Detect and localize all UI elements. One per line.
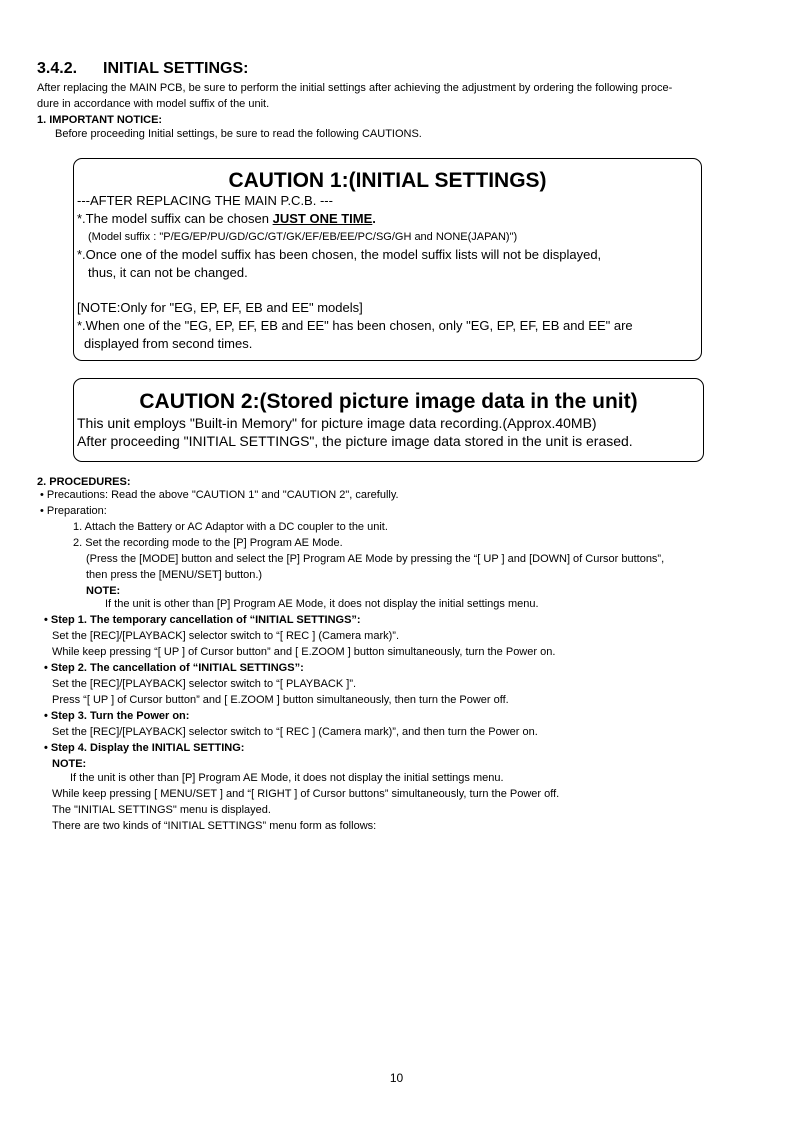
- step-2-line-2: Press “[ UP ] of Cursor button” and [ E.ZOOM ] button simultaneously, then turn the Power off.: [52, 694, 509, 706]
- caution-1-line-2-prefix: *.The model suffix can be chosen: [77, 211, 273, 226]
- step-4-line-2: The "INITIAL SETTINGS" menu is displayed.: [52, 804, 271, 816]
- page-number: 10: [389, 1071, 404, 1085]
- intro-line-1: After replacing the MAIN PCB, be sure to perform the initial settings after achieving the adjustment by ordering the following proce-: [37, 82, 673, 94]
- caution-2-line-1: This unit employs "Built-in Memory" for picture image data recording.(Approx.40MB): [77, 415, 597, 431]
- step-4-note-text: If the unit is other than [P] Program AE Mode, it does not display the initial settings menu.: [70, 772, 504, 784]
- caution-1-line-7: *.When one of the "EG, EP, EF, EB and EE" has been chosen, only "EG, EP, EF, EB and EE" are: [77, 318, 633, 333]
- step-1-heading: • Step 1. The temporary cancellation of “INITIAL SETTINGS”:: [44, 614, 361, 626]
- step-1-line-2: While keep pressing “[ UP ] of Cursor button” and [ E.ZOOM ] button simultaneously, turn the Power on.: [52, 646, 556, 658]
- precautions-line: • Precautions: Read the above "CAUTION 1" and "CAUTION 2", carefully.: [40, 489, 399, 501]
- caution-1-line-1: ---AFTER REPLACING THE MAIN P.C.B. ---: [77, 193, 333, 208]
- preparation-step-2-detail-1: (Press the [MODE] button and select the [P] Program AE Mode by pressing the “[ UP ] and [DOWN] of Cursor buttons”,: [86, 553, 665, 565]
- just-one-time-emphasis: JUST ONE TIME: [272, 211, 373, 226]
- preparation-note-text: If the unit is other than [P] Program AE Mode, it does not display the initial settings menu.: [105, 598, 539, 610]
- section-heading: [37, 60, 248, 78]
- caution-1-line-2: [77, 210, 376, 228]
- important-notice-text: Before proceeding Initial settings, be sure to read the following CAUTIONS.: [55, 128, 422, 140]
- procedures-heading: 2. PROCEDURES:: [37, 476, 131, 488]
- preparation-note-label: NOTE:: [86, 585, 121, 597]
- caution-1-line-4: *.Once one of the model suffix has been chosen, the model suffix lists will not be displayed,: [77, 247, 602, 262]
- step-4-heading: • Step 4. Display the INITIAL SETTING:: [44, 742, 245, 754]
- caution-1-line-8: displayed from second times.: [84, 336, 253, 351]
- caution-1-title: CAUTION 1:(INITIAL SETTINGS): [228, 169, 547, 192]
- caution-1-note: [NOTE:Only for "EG, EP, EF, EB and EE" models]: [77, 300, 363, 315]
- caution-1-box: [73, 158, 702, 361]
- step-1-line-1: Set the [REC]/[PLAYBACK] selector switch to “[ REC ] (Camera mark)”.: [52, 630, 399, 642]
- step-2-heading: • Step 2. The cancellation of “INITIAL SETTINGS”:: [44, 662, 304, 674]
- caution-1-model-suffix-list: (Model suffix : "P/EG/EP/PU/GD/GC/GT/GK/EF/EB/EE/PC/SG/GH and NONE(JAPAN)"): [88, 231, 518, 243]
- caution-1-line-2-suffix: .: [372, 211, 376, 226]
- step-3-heading: • Step 3. Turn the Power on:: [44, 710, 190, 722]
- step-4-line-1: While keep pressing [ MENU/SET ] and “[ RIGHT ] of Cursor buttons” simultaneously, turn the Power off.: [52, 788, 560, 800]
- step-4-line-3: There are two kinds of “INITIAL SETTINGS” menu form as follows:: [52, 820, 377, 832]
- step-2-line-1: Set the [REC]/[PLAYBACK] selector switch to “[ PLAYBACK ]”.: [52, 678, 357, 690]
- caution-1-line-5: thus, it can not be changed.: [88, 265, 248, 280]
- caution-2-title: CAUTION 2:(Stored picture image data in the unit): [139, 390, 638, 413]
- caution-2-line-2: After proceeding "INITIAL SETTINGS", the picture image data stored in the unit is erased.: [77, 433, 633, 449]
- caution-2-box: [73, 378, 704, 462]
- preparation-step-2: 2. Set the recording mode to the [P] Program AE Mode.: [73, 537, 343, 549]
- section-number: 3.4.2.: [37, 60, 78, 77]
- step-3-line-1: Set the [REC]/[PLAYBACK] selector switch to “[ REC ] (Camera mark)”, and then turn the Power on.: [52, 726, 538, 738]
- section-title: INITIAL SETTINGS:: [103, 60, 249, 77]
- step-4-note-label: NOTE:: [52, 758, 87, 770]
- preparation-step-2-detail-2: then press the [MENU/SET] button.): [86, 569, 263, 581]
- intro-line-2: dure in accordance with model suffix of the unit.: [37, 98, 270, 110]
- preparation-label: • Preparation:: [40, 505, 107, 517]
- important-notice-heading: 1. IMPORTANT NOTICE:: [37, 114, 163, 126]
- preparation-step-1: 1. Attach the Battery or AC Adaptor with a DC coupler to the unit.: [73, 521, 388, 533]
